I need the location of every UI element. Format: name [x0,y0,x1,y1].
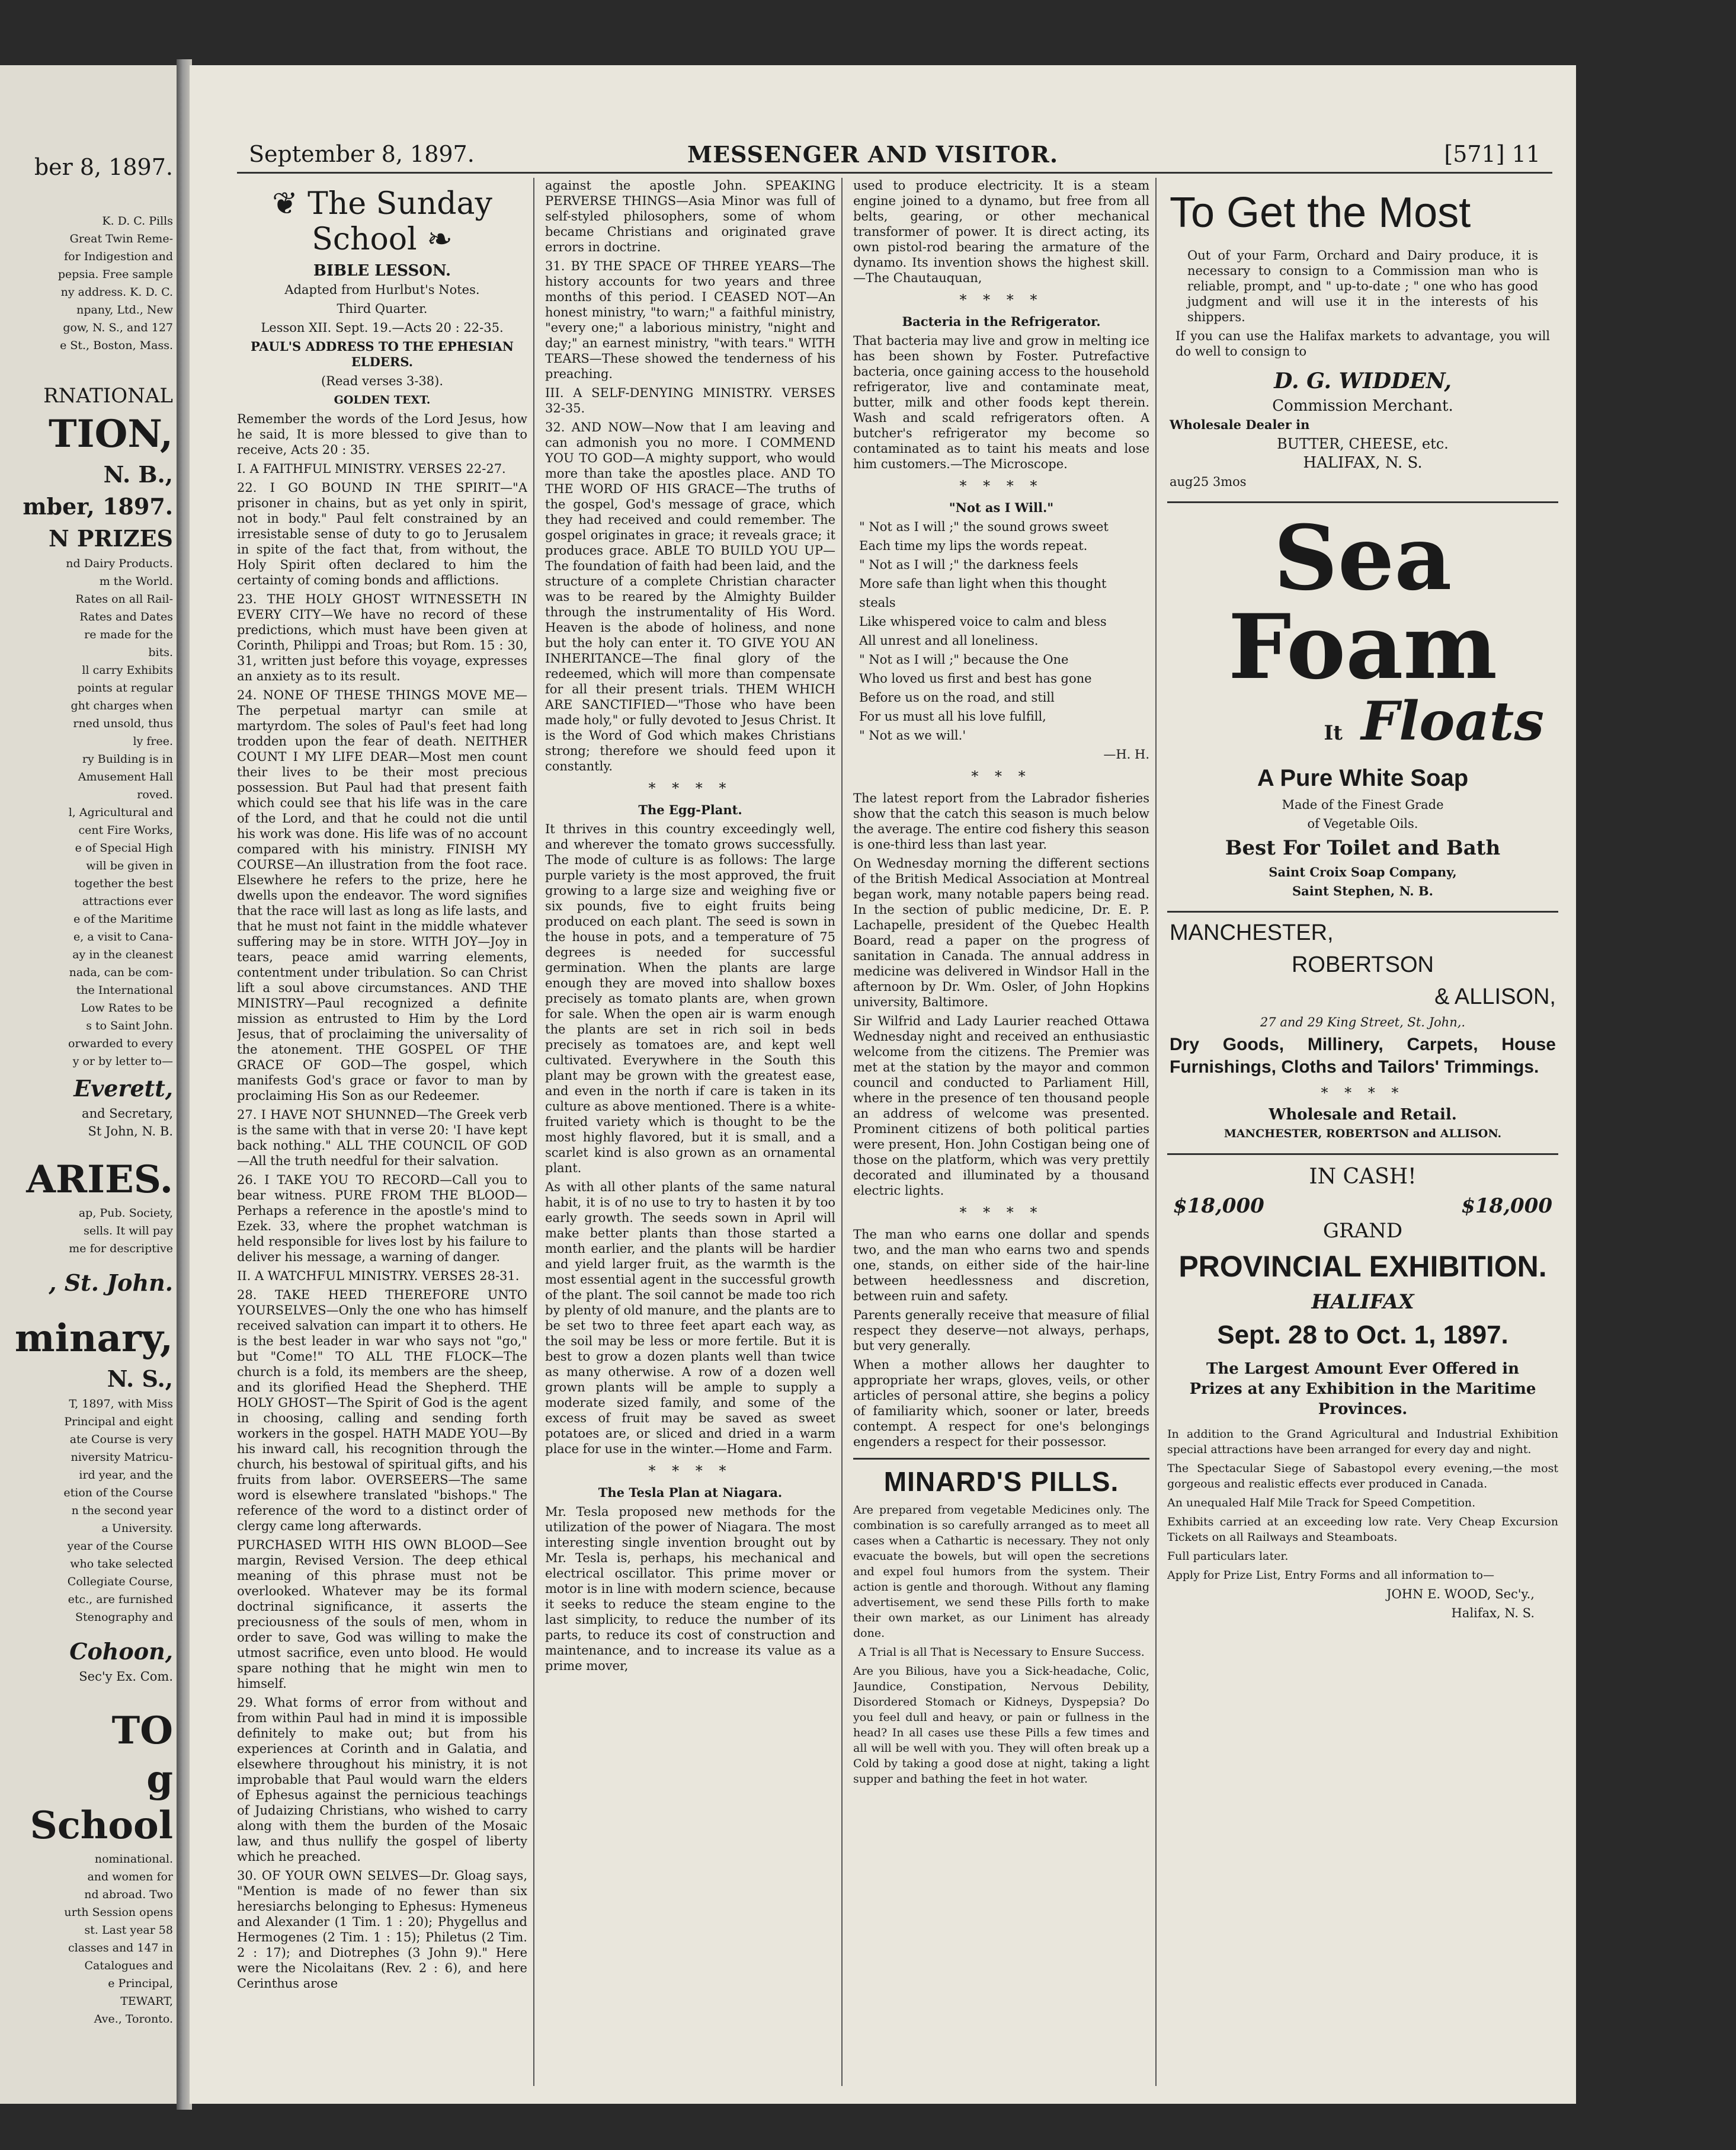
floats-line: It Floats [1324,690,1544,753]
bacteria-article: That bacteria may live and grow in melting ice has been shown by Foster. Putrefactive bacteria, once gaining access to the household refrigerator, live and contaminate meat, butter, milk and other foods kept therein. Wash and scald refrigerators often. A butcher's refrigerator my become so contaminated as to taint his meats and lose him customers.—The Microscope. [853,334,1149,471]
strip-line: and women for [87,1870,173,1883]
egg-plant-paragraph: It thrives in this country exceedingly well, and wherever the tomato grows successfully. The mode of culture is as follows: The large purple variety is the most approved, the fruit growing to a large size and weighing five or six pounds, five to eight fruits being produced on each plant. The seed is sown in the house in pots, and a temperature of 75 degrees is needed for successful germination. When the plants are large enough they are moved into shallow boxes precisely as tomato plants are, when grown for sale. When the open air is warm enough the plants are set in rich soil in beds precisely as tomatoes are, and kept well cultivated. Everywhere in the South this plant may be grown with the greatest ease, and even in the north if care is taken in its culture as above mentioned. There is a white-fruited variety which is thought to be the most highly flavored, but it is small, and a scarlet kind is also grown as an ornamental plant. [545,822,835,1175]
widden-name: D. G. WIDDEN, [1274,369,1452,393]
strip-line: nada, can be com- [69,966,173,979]
amount-left: $18,000 [1173,1194,1264,1218]
lesson-paragraph: 24. NONE OF THESE THINGS MOVE ME—The perpetual martyr can smile at martyrdom. The soles of Paul's feet had long trodden upon the fear of death. NEITHER COUNT I MY LIFE DEAR—Most men count their lives to be their most precious possession. But Paul had that present faith which could see that his life was in the care of the Lord, and that he could not die until his work was done. His life was of no account compared with his ministry. FINISH MY COURSE—An illustration from the foot race. Elsewhere he refers to the prize, here he dwells upon the endeavor. The word signifies that the race will last as long as life lasts, and that he must not faint in the middle whatever suffering may be in store. WITH JOY—Joy in tears, peace amid warring elements, contentment under tribulation. So can Christ lift a soul above circumstances. AND THE MINISTRY—Paul recognized a definite mission as entrusted to Him by the Lord Jesus, that of proclaiming the universality of the atonement. THE GOSPEL OF THE GRACE OF GOD—The gospel, which manifests God's grace or favor to man by proclaiming His Son as our Redeemer. [237,688,527,1103]
masthead: MESSENGER AND VISITOR. [687,141,1059,168]
sea-foam-word-sea: Sea [1273,506,1452,610]
strip-line: Principal and eight [64,1415,173,1428]
strip-line: T, 1897, with Miss [69,1397,173,1410]
news-paragraph: The latest report from the Labrador fisheries show that the catch this season is much below the average. The entire cod fishery this season is one-third less than last year. [853,791,1149,852]
soap-tagline: A Pure White Soap [1257,765,1469,791]
lesson-paragraph: II. A WATCHFUL MINISTRY. VERSES 28-31. [237,1269,520,1283]
strip-line: who take selected [70,1557,173,1570]
strip-minary: minary, [14,1316,173,1361]
tesla-article: Mr. Tesla proposed new methods for the utilization of the power of Niagara. The most interesting single invention brought out by Mr. Tesla is, perhaps, his mechanical and electrical oscillator. This prime mover or motor is in line with modern science, because it seeks to reduce the steam engine to the last simplicity, to reduce the number of its parts, to reduce its cost of construction and maintenance, and to increase its value as a prime mover, [545,1505,835,1673]
lesson-paragraph: 23. THE HOLY GHOST WITNESSETH IN EVERY CITY—We have no record of these predictions, which must have been given at Corinth, Philippi and Troas; but Rom. 15 : 30, 31, written just before this voyage, expresses an anxiety as to its result. [237,592,527,683]
exhibition-amounts [1167,1194,1558,1218]
sea-foam-ad [1167,503,1558,913]
exhibition-title: PROVINCIAL EXHIBITION. [1178,1250,1547,1283]
tesla-title: The Tesla Plan at Niagara. [598,1485,783,1500]
lesson-paragraph: 32. AND NOW—Now that I am leaving and can admonish you no more. I COMMEND YOU TO GOD—A mighty support, who would more than take the apostles place. AND TO THE WORD OF HIS GRACE—The truths of the gospel, God's message of grace, which they had received and could remember. The gospel originates in grace; it reveals grace; it produces grace. ABLE TO BUILD YOU UP—The foundation of faith had been laid, and the structure of a complete Christian character was to be reared by the Almighty Builder through the instrumentality of His Word. Heaven is the abode of holiness, and none but the holy can enter it. TO GIVE YOU AN INHERITANCE—The final glory of the redeemed, which will more than compensate for all their present trials. THEM WHICH ARE SANCTIFIED—"Those who have been made holy," or fully devoted to Jesus Christ. It is the Word of God which makes Christians strong; therefore we should feed upon it constantly. [545,420,835,773]
widden-text2: If you can use the Halifax markets to advantage, you will do well to consign to [1176,329,1550,359]
previous-page-strip [0,65,178,2104]
exhibition-city: HALIFAX [1311,1290,1414,1314]
misc-paragraph: Parents generally receive that measure of filial respect they deserve—not always, perhaps, but very generally. [853,1308,1149,1353]
strip-line: Catalogues and [84,1959,173,1972]
bacteria-title: Bacteria in the Refrigerator. [902,314,1101,329]
strip-line: l, Agricultural and [68,806,173,819]
ornament-icon: ❦ [272,186,298,222]
divider-stars: * * * * [959,1204,1043,1221]
widden-code: aug25 3mos [1170,475,1247,489]
strip-line: attractions ever [82,895,173,908]
strip-line: cent Fire Works, [78,824,173,837]
poem-line: " Not as I will ;" the sound grows sweet [859,520,1109,534]
strip-line: roved. [137,788,173,801]
misc-paragraph: The man who earns one dollar and spends two, and the man who earns two and spends one, stands, on either side of the hair-line between heedlessness and discretion, between ruin and safety. [853,1227,1149,1303]
poem-line: " Not as we will.' [859,728,966,743]
strip-line: ird year, and the [79,1468,173,1482]
poem [853,519,1149,743]
strip-line: s to Saint John. [86,1019,173,1032]
strip-line: pepsia. Free sample [57,268,173,281]
strip-line: points at regular [77,682,173,695]
widden-ad [1167,178,1558,503]
minard-text2: Are you Bilious, have you a Sick-headache, Colic, Jaundice, Constipation, Nervous Debility, Disordered Stomach or Kidneys, Dyspepsia? Do you feel dull and heavy, or pain or fullness in the head? In all cases use these Pills a few times and all will be well with you. They will often break up a Cold by taking a good dose at night, taking a light supper and bathing the feet in hot water. [853,1665,1149,1786]
strip-line: Rates on all Rail- [75,593,173,606]
exhibition-ad [1167,1155,1558,1621]
strip-nat3: N. B., [103,461,173,488]
strip-nat1: RNATIONAL [43,384,173,408]
read-verses: (Read verses 3-38). [321,374,444,388]
strip-line: y or by letter to— [72,1055,173,1068]
strip-line: nominational. [94,1853,173,1866]
column-ads [1167,178,1558,2104]
soap-company: Saint Croix Soap Company, [1269,865,1457,879]
manchester-address: 27 and 29 King Street, St. John,. [1260,1015,1466,1029]
widden-text: Out of your Farm, Orchard and Dairy produce, it is necessary to consign to a Commission man who is reliable, prompt, and " up-to-date ; " one who has good judgment and will use it in the interests of his shippers. [1187,248,1538,324]
strip-line: e, a visit to Cana- [73,930,173,943]
lesson-body-cont [545,178,835,774]
strip-nat5: N PRIZES [48,525,173,552]
strip-line: n the second year [71,1504,173,1517]
poem-line: " Not as I will ;" because the One [859,652,1069,667]
strip-line: ay in the cleanest [72,948,173,961]
widden-title: To Get the Most [1170,189,1471,236]
news-paragraph: Sir Wilfrid and Lady Laurier reached Ottawa Wednesday night and received an enthusiastic welcome from the citizens. The Premier was met at the station by the mayor and common council and conducted to Parliament Hill, where in the presence of ten thousand people an address of welcome was presented. Prominent citizens of both political parties were present, Hon. John Costigan being one of those on the platform, which was very prettily decorated and illuminated by a thousand electric lights. [853,1014,1149,1198]
strip-aries-lines [1,1205,173,1256]
exhibition-details [1167,1426,1558,1583]
sea-foam-word-foam: Foam [1228,595,1498,699]
poem-title: "Not as I Will." [949,500,1054,515]
strip-line: ly free. [133,735,173,748]
strip-line: sells. It will pay [84,1224,173,1237]
poem-line: " Not as I will ;" the darkness feels [859,558,1078,572]
strip-line: ap, Pub. Society, [78,1207,173,1220]
poem-signature: —H. H. [1103,747,1149,762]
divider-stars: * * * * [959,478,1043,494]
poem-line: Before us on the road, and still [859,690,1055,705]
misc-paragraph: When a mother allows her daughter to appropriate her wraps, gloves, veils, or other articles of personal attire, she begins a policy of familiarity which, sooner or later, breeds contempt. A respect for one's belongings engenders a respect for their possessor. [853,1358,1149,1449]
lesson-paragraph: 31. BY THE SPACE OF THREE YEARS—The history accounts for two years and three months of this period. I CEASED NOT—An honest ministry, "to warn;" a faithful ministry, "every one;" a laborious ministry, "night and day;" an earnest ministry, "with tears." WITH TEARS—These showed the tenderness of his preaching. [545,259,835,381]
exhibition-cash: IN CASH! [1309,1164,1417,1189]
poem-line: steals [859,596,896,610]
exhibition-sig2: Halifax, N. S. [1451,1606,1535,1620]
strip-line: re made for the [84,628,173,641]
lesson-paragraph: PURCHASED WITH HIS OWN BLOOD—See margin, Revised Version. The deep ethical meaning of this phrase must not be overlooked. Whatever may be its formal doctrinal significance, it asserts the preciousness of the souls of men, whom in order to save, God was willing to make the utmost sacrifice, even unto blood. He would spare nothing that he might win men to himself. [237,1538,527,1691]
lesson-line: Lesson XII. Sept. 19.—Acts 20 : 22-35. [261,321,504,335]
adapted-line: Adapted from Hurlbut's Notes. [284,283,480,297]
manchester-name-2: ROBERTSON [1291,952,1434,977]
strip-line: niversity Matricu- [71,1451,173,1464]
strip-school: g School [30,1757,173,1848]
quarter-line: Third Quarter. [337,302,428,316]
strip-line: classes and 147 in [68,1941,173,1954]
exhibition-paragraph: Apply for Prize List, Entry Forms and all information to— [1167,1569,1494,1582]
poem-line: Who loved us first and best has gone [859,671,1092,686]
strip-line: year of the Course [67,1540,173,1553]
strip-to: TO [111,1709,173,1753]
strip-line: Low Rates to be [81,1002,173,1015]
strip-line: rned unsold, thus [73,717,173,730]
poem-line: All unrest and all loneliness. [859,634,1039,648]
strip-line: e of the Maritime [73,913,173,926]
strip-stjohn: , St. John. [49,1269,173,1296]
egg-plant-title: The Egg-Plant. [638,802,742,817]
strip-line: npany, Ltd., New [76,303,173,316]
strip-line: orwarded to every [68,1037,173,1050]
misc-items [853,1227,1149,1450]
strip-line: urth Session opens [64,1906,173,1919]
lesson-paragraph: against the apostle John. SPEAKING PERVERSE THINGS—Asia Minor was full of self-styled philosophers, some of whom became Christians and originated grave errors in doctrine. [545,178,835,254]
strip-date: ber 8, 1897. [34,154,173,180]
bible-lesson-heading: BIBLE LESSON. [313,262,451,280]
news-paragraph: On Wednesday morning the different sections of the British Medical Association at Montreal began work, many notable papers being read. In the section of public medicine, Dr. E. P. Lachapelle, president of the Quebec Health Board, read a paper on the progress of sanitation in Canada. The annual address in medicine was delivered in Windsor Hall in the afternoon by Dr. Wm. Osler, of John Hopkins university, Baltimore. [853,856,1149,1009]
divider-stars: * * * [971,768,1032,785]
strip-line: Rates and Dates [79,610,173,623]
ornament-icon: ❧ [427,222,453,257]
exhibition-sig1: JOHN E. WOOD, Sec'y., [1386,1587,1535,1601]
divider-stars: * * * * [1321,1084,1405,1101]
strip-nat-lines [1,556,173,1069]
golden-text-heading: GOLDEN TEXT. [334,393,431,407]
poem-line: Each time my lips the words repeat. [859,539,1088,553]
column-three [853,178,1149,2104]
strip-line: K. D. C. Pills [102,215,173,228]
strip-line: for Indigestion and [64,250,173,263]
strip-everett: Everett, [73,1075,173,1102]
exhibition-grand: GRAND [1322,1219,1403,1243]
widden-dealer1: Wholesale Dealer in [1170,417,1310,432]
exhibition-paragraph: An unequaled Half Mile Track for Speed Competition. [1167,1496,1476,1509]
strip-line: Amusement Hall [78,770,173,783]
tesla-continued: used to produce electricity. It is a steam engine joined to a dynamo, but free from all belts, gearing, or other mechanical transformer of power. It is direct acting, its own pistol-rod bearing the armature of the dynamo. Its invention shows the highest skill.—The Chautauquan, [853,178,1149,285]
strip-line: a University. [101,1522,173,1535]
strip-line: ll carry Exhibits [82,664,173,677]
strip-line: gow, N. S., and 127 [63,321,173,334]
lesson-body [237,461,527,1991]
exhibition-largest: The Largest Amount Ever Offered in Prizes at any Exhibition in the Maritime Provinces. [1189,1360,1536,1418]
strip-line: Collegiate Course, [67,1575,173,1588]
exhibition-dates: Sept. 28 to Oct. 1, 1897. [1217,1320,1508,1349]
strip-line: will be given in [86,859,173,872]
minard-title: MINARD'S PILLS. [883,1466,1119,1497]
widden-dealer2: BUTTER, CHEESE, etc. [1277,436,1449,452]
lesson-paragraph: 22. I GO BOUND IN THE SPIRIT—"A prisoner in chains, but as yet only in spirit, not in body." Paul felt constrained by an irresistable sense of duty to go to Jerusalem in spite of the fact that, from without, the Holy Spirit often declared to him the certainty of coming bonds and afflictions. [237,481,527,587]
strip-line: Stenography and [75,1611,173,1624]
strip-line: m the World. [99,575,173,588]
manchester-name-1: MANCHESTER, [1170,920,1334,945]
strip-nat2: TION, [49,412,173,456]
divider-stars: * * * * [648,1463,732,1479]
strip-aries: ARIES. [26,1157,173,1202]
section-heading: ❦ The Sunday School ❧ [272,186,492,257]
strip-cohoon: Cohoon, [69,1638,173,1665]
amount-right: $18,000 [1461,1194,1552,1218]
strip-line: etion of the Course [63,1486,173,1499]
strip-cohoon2: Sec'y Ex. Com. [79,1669,173,1684]
exhibition-paragraph: In addition to the Grand Agricultural and Industrial Exhibition special attractions have been arranged for every day and night. [1167,1428,1558,1456]
exhibition-paragraph: Exhibits carried at an exceeding low rate. Very Cheap Excursion Tickets on all Railways and Steamboats. [1167,1515,1558,1544]
column-two [545,178,835,2104]
strip-line: e Principal, [108,1977,173,1990]
column-rule [841,178,843,2086]
column-rule [533,178,534,2086]
news-items [853,791,1149,1198]
egg-plant-paragraph: As with all other plants of the same natural habit, it is of no use to try to hasten it by too early growth. The seeds sown in April will make better plants than those started a month earlier, and the plants will be hardier and yield larger fruit, as the warmth is the most essential agent in the successful growth of the plant. The soil cannot be made too rich by plenty of old manure, and the plants are to be set two to three feet apart each way, as the soil may be less or more fertile. But it is best to grow a dozen plants well than twice as many otherwise. A row of a dozen well grown plants will be ample to supply a moderate sized family, and some of the excess of fruit may be saved as sweet potatoes are, or sliced and dried in a warm place for use in the winter.—Home and Farm. [545,1180,835,1456]
soap-location: Saint Stephen, N. B. [1292,884,1433,898]
strip-line: bits. [148,646,173,659]
page-date: September 8, 1897. [249,141,475,167]
strip-line: nd Dairy Products. [66,557,173,570]
strip-nat4: mber, 1897. [23,493,173,520]
strip-everett3: St John, N. B. [88,1124,173,1138]
poem-line: For us must all his love fulfill, [859,709,1046,724]
column-rule [1155,178,1157,2086]
page-number: [571] 11 [1444,141,1540,167]
manchester-footer: MANCHESTER, ROBERTSON and ALLISON. [1223,1127,1502,1140]
lesson-paragraph: 29. What forms of error from without and from within Paul had in mind it is impossible definitely to make out; but from his experiences at Corinth and in Galatia, and elsewhere throughout his ministry, it is not improbable that Paul would warn the elders of Ephesus against the pernicious teachings of Judaizing Christians, who wished to carry along with them the burden of the Mosaic law, and thus nullify the gospel of liberty which he preached. [237,1695,527,1864]
manchester-ad [1167,913,1558,1155]
strip-line: ght charges when [71,699,173,712]
egg-plant-article [545,821,835,1457]
golden-text: Remember the words of the Lord Jesus, how he said, It is more blessed to give than to receive, Acts 20 : 35. [237,412,527,457]
soap-made2: of Vegetable Oils. [1307,817,1418,831]
strip-line: together the best [74,877,173,890]
lesson-title: PAUL'S ADDRESS TO THE EPHESIAN ELDERS. [250,339,514,369]
minard-text: Are prepared from vegetable Medicines only. The combination is so carefully arranged as to meet all cases when a Cathartic is necessary. They not only evacuate the bowels, but will open the secretions and expel foul humors from the system. Their action is gentle and thorough. Without any flaming advertisement, we send these Pills forth to make their own market, as our Liniment has already done. [853,1503,1149,1640]
soap-best: Best For Toilet and Bath [1225,836,1501,860]
poem-line: More safe than light when this thought [859,577,1107,591]
divider-stars: * * * * [959,292,1043,308]
lesson-paragraph: III. A SELF-DENYING MINISTRY. VERSES 32-35. [545,386,835,415]
manchester-goods: Dry Goods, Millinery, Carpets, House Furnishings, Cloths and Tailors' Trimmings. [1170,1035,1556,1077]
strip-line: e of Special High [75,842,173,855]
lesson-paragraph: I. A FAITHFUL MINISTRY. VERSES 22-27. [237,462,506,476]
strip-kdc-ad [1,213,173,353]
strip-line: st. Last year 58 [84,1924,173,1937]
strip-line: ry Building is in [82,753,173,766]
strip-line: the International [76,984,173,997]
manchester-wholesale: Wholesale and Retail. [1269,1106,1457,1124]
strip-school-lines [1,1851,173,2027]
minard-ad [853,1458,1149,1787]
lesson-paragraph: 30. OF YOUR OWN SELVES—Dr. Gloag says, "Mention is made of no fewer than six heresiarchs belonging to Ephesus: Hymeneus and Alexander (1 Tim. 1 : 20); Phygellus and Hermogenes (2 Tim. 1 : 15); Philetus (2 Tim. 2 : 17); and Diotrephes (3 John 9)." Here were the Nicolaitans (Rev. 2 : 6), and here Cerinthus arose [237,1869,527,1991]
strip-line: ny address. K. D. C. [60,286,173,299]
newspaper-page [190,65,1576,2104]
strip-line: etc., are furnished [68,1593,173,1606]
strip-everett2: and Secretary, [82,1106,173,1121]
widden-city: HALIFAX, N. S. [1303,454,1423,472]
lesson-paragraph: 26. I TAKE YOU TO RECORD—Call you to bear witness. PURE FROM THE BLOOD—Perhaps a reference in the apostle's mind to Ezek. 33, where the prophet watchman is held responsible for lives lost by his failure to deliver his message, a warning of danger. [237,1173,527,1264]
strip-minary-lines [1,1396,173,1625]
strip-line: ate Course is very [69,1433,173,1446]
exhibition-paragraph: Full particulars later. [1167,1550,1289,1563]
divider-stars: * * * * [648,780,732,796]
lesson-paragraph: 27. I HAVE NOT SHUNNED—The Greek verb is the same with that in verse 20: 'I have kept back nothing." ALL THE COUNCIL OF GOD—All the truth needful for their salvation. [237,1108,527,1168]
manchester-name-3: & ALLISON, [1434,984,1556,1009]
strip-line: e St., Boston, Mass. [60,339,173,352]
poem-line: Like whispered voice to calm and bless [859,615,1107,629]
header-rule [237,172,1552,174]
exhibition-paragraph: The Spectacular Siege of Sabastopol every evening,—the most gorgeous and realistic effects ever produced in Canada. [1167,1462,1558,1490]
minard-trial: A Trial is all That is Necessary to Ensure Success. [858,1646,1145,1659]
strip-line: nd abroad. Two [84,1888,173,1901]
column-sunday-school [237,178,527,2104]
widden-role: Commission Merchant. [1272,397,1453,415]
strip-line: Ave., Toronto. [94,2013,173,2026]
strip-ns: N. S., [107,1365,173,1392]
lesson-paragraph: 28. TAKE HEED THEREFORE UNTO YOURSELVES—Only the one who has himself received salvation can impart it to others. He is the best leader in war who says not "go," but "Come!" TO ALL THE FLOCK—The church is a fold, its members are the sheep, and its glorified Head the Shepherd. THE HOLY GHOST—The Spirit of God is the agent in choosing, calling and sending forth workers in the gospel. HATH MADE YOU—By his inward call, his recognition through the church, his bestowal of spiritual gifts, and his fruits from labor. OVERSEERS—The same word is elsewhere translated "bishops." The reference of the word to a distinct order of clergy came long afterwards. [237,1288,527,1533]
soap-made1: Made of the Finest Grade [1282,798,1444,812]
strip-line: Great Twin Reme- [69,232,173,245]
strip-line: me for descriptive [69,1242,173,1255]
strip-line: TEWART, [120,1995,173,2008]
